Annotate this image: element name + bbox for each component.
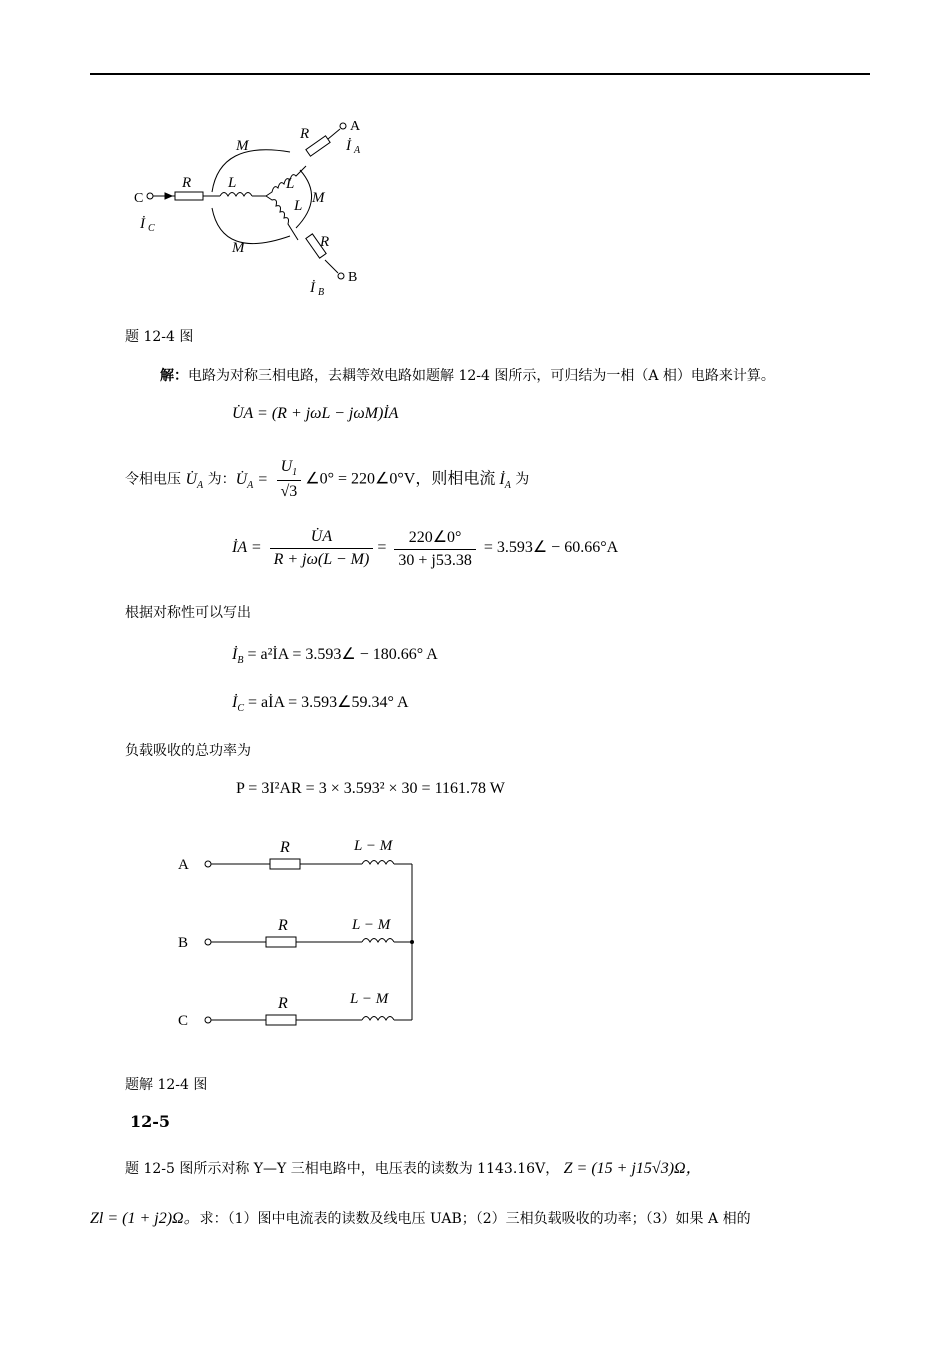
- problem-line2-z: Zl = (1 + j2)Ω。: [90, 1210, 200, 1227]
- eq3-lhs: İA =: [232, 539, 262, 557]
- label-l-c: L: [228, 175, 237, 191]
- terminal-a: [340, 123, 346, 129]
- line2-mid: 为：: [203, 471, 236, 488]
- eq3-result: = 3.593∠ − 60.66°A: [483, 539, 619, 557]
- equation-ia: İA = $\frac{U̇A}{R + j\omega(L - M)}$ = $\frac{220\angle 0^\circ}{30 + j53.38}$ = 3.593∠ − 60.66°A: [232, 528, 619, 569]
- label-lm-c: L − M: [350, 991, 389, 1007]
- problem-12-5-line1: [125, 1155, 702, 1178]
- label-c: C: [134, 191, 144, 206]
- terminal-c: [147, 193, 153, 199]
- label-m-right: M: [312, 190, 325, 206]
- eq3-fraction-1: $\frac{U̇A}{R + j\omega(L - M)}$: [270, 528, 374, 569]
- header-rule: [90, 73, 870, 75]
- equation-ib: $İ_B$ = a²İA = 3.593∠ − 180.66° A: [232, 646, 438, 667]
- label-m-top: M: [236, 138, 249, 154]
- eq3-fraction-2: $\frac{220\angle 0^\circ}{30 + j53.38}$: [394, 527, 475, 570]
- problem-12-5-line2: [90, 1205, 751, 1228]
- coupled-y-circuit-diagram: [120, 110, 400, 310]
- solution-intro: [160, 365, 775, 385]
- power-intro: 负载吸收的总功率为: [125, 743, 251, 759]
- ua-symbol-2: $U̇_A$ =: [235, 470, 269, 491]
- phase-label-b: B: [178, 935, 189, 951]
- section-heading-12-5: 12-5: [130, 1112, 171, 1131]
- neutral-node: [410, 940, 414, 944]
- label-ia-sub: A: [354, 145, 361, 156]
- label-r-c2: R: [278, 995, 288, 1012]
- symmetry-line: 根据对称性可以写出: [125, 605, 251, 621]
- label-ib-sub: B: [318, 287, 325, 298]
- ia-symbol: $İ_A$: [499, 470, 511, 491]
- label-ic: İ: [140, 216, 145, 232]
- eqB-text: = a²İA = 3.593∠ − 180.66° A: [247, 646, 438, 663]
- eqC-text: = aİA = 3.593∠59.34° A: [248, 694, 409, 711]
- resistor-c2: [266, 1015, 296, 1025]
- terminal-c2: [205, 1017, 211, 1023]
- solution-lead: 解：: [160, 368, 188, 384]
- equation-power: P = 3I²AR = 3 × 3.593² × 30 = 1161.78 W: [236, 780, 505, 797]
- label-r-c: R: [182, 175, 192, 191]
- terminal-a2: [205, 861, 211, 867]
- phase-voltage-line: [125, 458, 529, 501]
- label-r-a: R: [300, 126, 310, 142]
- equation-ua-text: U̇A = (R + jωL − jωM)İA: [232, 405, 399, 422]
- inductor-c: [220, 193, 252, 197]
- resistor-a2: [270, 859, 300, 869]
- label-lm-a: L − M: [354, 838, 393, 854]
- frac-u1: $U_1$: [277, 458, 302, 481]
- problem-line1-z: Z = (15 + j15√3)Ω，: [563, 1160, 702, 1177]
- resistor-a: [306, 136, 330, 156]
- fig1-caption: 题 12-4 图: [125, 329, 194, 345]
- inductor-a2: [362, 861, 394, 865]
- equation-ua: [232, 405, 398, 423]
- fraction-u1-sqrt3: [277, 458, 302, 501]
- label-r-b2: R: [278, 917, 288, 934]
- problem-line2-text: 求：（1）图中电流表的读数及线电压 UAB；（2）三相负载吸收的功率；（3）如果 A 相的: [199, 1211, 751, 1227]
- terminal-b2: [205, 939, 211, 945]
- resistor-b2: [266, 937, 296, 947]
- inductor-b2: [362, 939, 394, 943]
- label-m-bottom: M: [232, 240, 245, 256]
- label-lm-b: L − M: [352, 917, 391, 933]
- problem-line1-text: 题 12-5 图所示对称 Y—Y 三相电路中，电压表的读数为 1143.16V，: [125, 1161, 560, 1177]
- label-ia: İ: [346, 138, 351, 154]
- resistor-c: [175, 192, 203, 200]
- terminal-b: [338, 273, 344, 279]
- fig2-caption: 题解 12-4 图: [125, 1077, 208, 1093]
- label-l-b: L: [294, 198, 303, 214]
- label-r-b: R: [320, 234, 330, 250]
- label-b: B: [348, 270, 358, 285]
- label-a: A: [350, 119, 361, 134]
- equivalent-circuit-diagram: [170, 830, 430, 1030]
- phase-label-c: C: [178, 1013, 189, 1029]
- label-ic-sub: C: [148, 223, 155, 234]
- line2-suffix: 为: [510, 471, 530, 488]
- inductor-c2: [362, 1017, 394, 1021]
- equation-ic: $İ_C$ = aİA = 3.593∠59.34° A: [232, 694, 409, 715]
- label-r-a2: R: [280, 839, 290, 856]
- solution-intro-text: 电路为对称三相电路，去耦等效电路如题解 12-4 图所示，可归结为一相（A 相）电路来计算。: [188, 368, 775, 384]
- label-ib: İ: [310, 280, 315, 296]
- phase-label-a: A: [178, 857, 189, 873]
- ua-symbol: $U̇_A$: [185, 470, 204, 491]
- line2-value: ∠0° = 220∠0°V，则相电流: [305, 470, 500, 488]
- frac-sqrt3: √3: [280, 483, 298, 501]
- line2-prefix: 令相电压: [125, 471, 186, 488]
- label-l-a: L: [286, 176, 295, 192]
